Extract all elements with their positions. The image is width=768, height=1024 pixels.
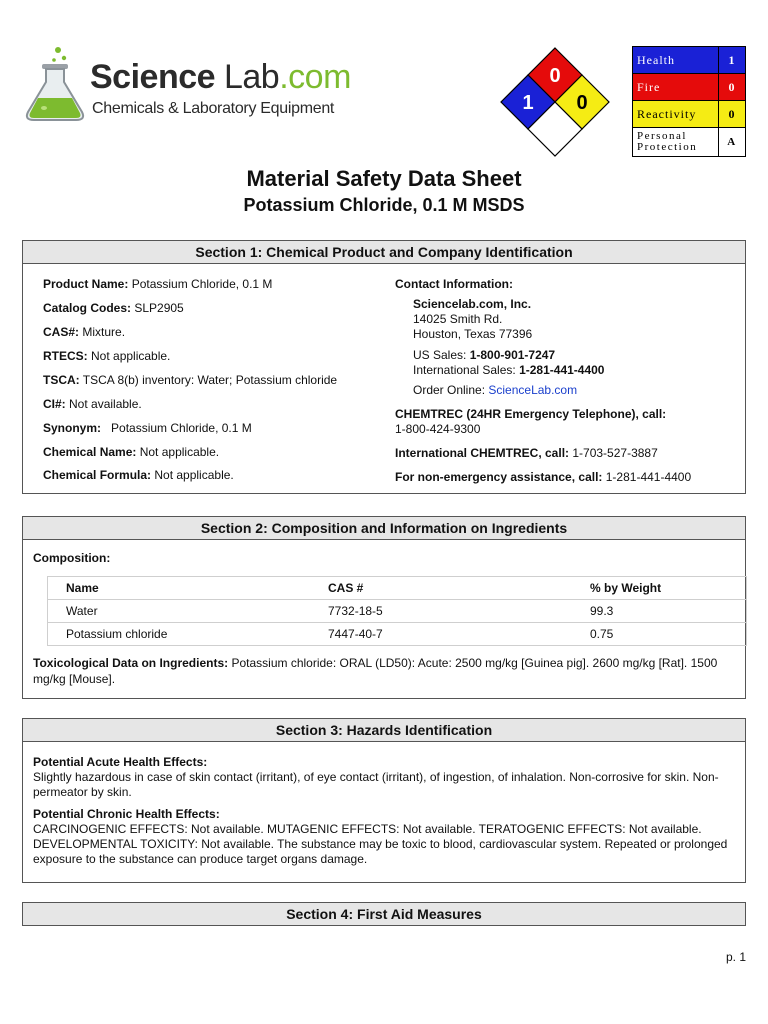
international-chemtrec: International CHEMTREC, call: 1-703-527-3887	[395, 446, 658, 460]
field-rtecs: RTECS: Not applicable.	[43, 349, 171, 363]
nfpa-health-value: 1	[522, 92, 534, 114]
col-header-name: Name	[48, 577, 329, 600]
section-4	[22, 902, 746, 926]
cell-cas: 7447-40-7	[328, 623, 590, 646]
section-3-header: Section 3: Hazards Identification	[23, 719, 745, 742]
field-cas: CAS#: Mixture.	[43, 325, 126, 339]
hmis-reactivity-label: Reactivity	[633, 101, 719, 128]
acute-health-effects	[33, 755, 739, 800]
document-title: Material Safety Data Sheet	[246, 166, 522, 191]
chronic-label: Potential Chronic Health Effects:	[33, 807, 220, 821]
section-2	[22, 516, 746, 699]
cell-cas: 7732-18-5	[328, 600, 590, 623]
field-chemical-name: Chemical Name: Not applicable.	[43, 445, 220, 459]
flask-icon	[18, 42, 88, 124]
chemtrec-label: CHEMTREC (24HR Emergency Telephone), call:	[395, 407, 667, 421]
international-sales: International Sales: 1-281-441-4400	[413, 363, 605, 377]
nfpa-reactivity-value: 0	[576, 92, 588, 114]
field-chemical-formula: Chemical Formula: Not applicable.	[43, 468, 234, 482]
us-sales: US Sales: 1-800-901-7247	[413, 348, 556, 362]
non-emergency-assistance: For non-emergency assistance, call: 1-281-441-4400	[395, 470, 692, 484]
page-number: p. 1	[725, 950, 746, 964]
hmis-ppe-value: A	[719, 128, 746, 157]
logo-tagline: Chemicals & Laboratory Equipment	[92, 100, 335, 117]
hmis-ppe-label: Personal Protection	[633, 128, 719, 157]
contact-address-1: 14025 Smith Rd.	[413, 312, 503, 326]
hmis-reactivity-value: 0	[719, 101, 746, 128]
contact-address-2: Houston, Texas 77396	[413, 327, 533, 341]
section-1-header: Section 1: Chemical Product and Company Identification	[23, 241, 745, 264]
table-row	[48, 623, 747, 646]
hmis-fire-label: Fire	[633, 74, 719, 101]
sciencelab-link[interactable]: ScienceLab.com	[488, 383, 578, 397]
acute-label: Potential Acute Health Effects:	[33, 755, 208, 769]
field-tsca: TSCA: TSCA 8(b) inventory: Water; Potassium chloride	[43, 373, 338, 387]
cell-name: Water	[48, 600, 329, 623]
acute-text: Slightly hazardous in case of skin contact (irritant), of eye contact (irritant), of ingestion, of inhalation. Non-corrosive for skin. Non-permeator by skin.	[33, 770, 719, 799]
nfpa-diamond	[498, 46, 612, 160]
hmis-fire-value: 0	[719, 74, 746, 101]
cell-weight: 0.75	[590, 623, 747, 646]
cell-weight: 99.3	[590, 600, 747, 623]
order-online: Order Online: ScienceLab.com	[413, 383, 578, 397]
contact-heading: Contact Information:	[395, 277, 513, 291]
field-synonym: Synonym: Potassium Chloride, 0.1 M	[43, 421, 252, 435]
logo-wordmark: Science Lab.com	[90, 58, 351, 96]
field-ci: CI#: Not available.	[43, 397, 142, 411]
field-product-name: Product Name: Potassium Chloride, 0.1 M	[43, 277, 273, 291]
chronic-text: CARCINOGENIC EFFECTS: Not available. MUTAGENIC EFFECTS: Not available. TERATOGENIC EFFECTS: Not available. DEVELOPMENTAL TOXICITY: Not available. The substance may be toxic to blood, cardiovascular system. Repeated or prolonged exposure to the substance can produce target organs damage.	[33, 822, 728, 866]
section-1	[22, 240, 746, 494]
col-header-weight: % by Weight	[590, 577, 747, 600]
ingredients-table	[47, 576, 747, 646]
sciencelab-logo[interactable]	[18, 42, 351, 124]
section-2-header: Section 2: Composition and Information on Ingredients	[23, 517, 745, 540]
field-catalog-codes: Catalog Codes: SLP2905	[43, 301, 184, 315]
hmis-health-value: 1	[719, 47, 746, 74]
composition-label: Composition:	[33, 551, 111, 565]
chronic-health-effects	[33, 807, 739, 867]
document-subtitle: Potassium Chloride, 0.1 M MSDS	[243, 195, 525, 215]
table-row	[48, 600, 747, 623]
section-3	[22, 718, 746, 883]
nfpa-fire-value: 0	[549, 65, 561, 87]
table-header-row	[48, 577, 747, 600]
section-4-header: Section 4: First Aid Measures	[23, 903, 745, 925]
hmis-health-label: Health	[633, 47, 719, 74]
col-header-cas: CAS #	[328, 577, 590, 600]
hmis-rating-table	[632, 46, 746, 157]
toxicological-data: Toxicological Data on Ingredients: Potassium chloride: ORAL (LD50): Acute: 2500 mg/kg [Guinea pig]. 2600 mg/kg [Rat]. 1500 mg/kg [Mouse].	[33, 656, 718, 686]
chemtrec-number: 1-800-424-9300	[395, 422, 481, 436]
cell-name: Potassium chloride	[48, 623, 329, 646]
contact-company: Sciencelab.com, Inc.	[413, 297, 532, 311]
